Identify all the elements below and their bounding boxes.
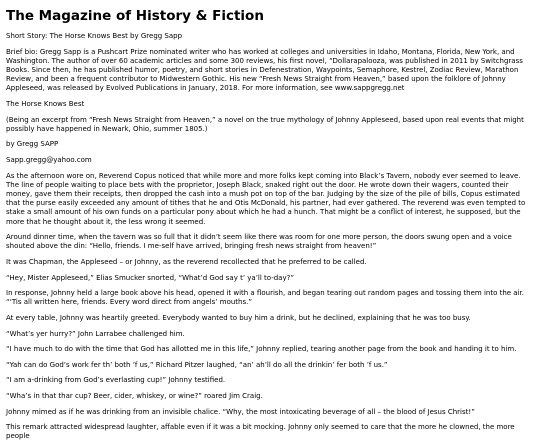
story-paragraph: “Yah can do God’s work fer th’ both ’f us,” Richard Pitzer laughed, “an’ ah’ll do all the drinkin’ fer both ’f us.” [6, 360, 388, 369]
story-paragraph: “What’s yer hurry?” John Larrabee challenged him. [6, 329, 185, 338]
short-story-line: Short Story: The Horse Knows Best by Gregg Sapp [6, 32, 183, 40]
story-paragraph: At every table, Johnny was heartily greeted. Everybody wanted to buy him a drink, but he declined, explaining that he was too busy. [6, 313, 471, 322]
story-paragraph: As the afternoon wore on, Reverend Copus noticed that while more and more folks kept coming into Black’s Tavern, nobody ever seemed to leave. The line of people waiting to place bets with the proprietor, Joseph Black, snaked right out the door. He wrote down their wagers, counted their money, gave them their receipts, then dropped the cash into a mush pot on top of the bar. Judging by the size of the pile of bills, Copus estimated that the purse easily exceeded any amount of tithes that he and Otis McDonald, his partner, had ever gathered. The reverend was even tempted to stake a small amount of his own funds on a particular pony about which he had a hunch. That might be a conflict of interest, he supposed, but the more that he thought about it, the less wrong it seemed. [6, 171, 526, 226]
story-paragraph: “I have much to do with the time that God has allotted me in this life,” Johnny replied, tearing another page from the book and handing it to him. [6, 345, 517, 354]
story-paragraph: It was Chapman, the Appleseed – or Johnny, as the reverend recollected that he preferred to be called. [6, 257, 367, 266]
excerpt-note: (Being an excerpt from “Fresh News Straight from Heaven,” a novel on the true mythology of Johnny Appleseed, based upon real events that might possibly have happened in Newark, Ohio, summer 1805.) [6, 115, 524, 133]
author-bio: Brief bio: Gregg Sapp is a Pushcart Prize nominated writer who has worked at colleges and universities in Idaho, Montana, Florida, New York, and Washington. The author of over 60 academic articles and some 300 reviews, his first novel, “Dollarapalooza, was published in 2011 by Switchgrass Books. Since then, he has published humor, poetry, and short stories in Defenestration, Waypoints, Semaphore, Kestrel, Zodiac Review, Marathon Review, and been a frequent contributor to Midwestern Gothic. His new “Fresh News Straight from Heaven,” based upon the folklore of Johnny Appleseed, was released by Evolved Publications in January, 2018. For more information, see www.sappgregg.net [6, 47, 523, 93]
story-paragraph: This remark attracted widespread laughter, affable even if it was a bit mocking. Johnny only seemed to care that the more he clowned, the more people [6, 423, 515, 441]
story-paragraph: “I am a-drinking from God’s everlasting cup!” Johnny testified. [6, 376, 226, 385]
story-paragraph: Around dinner time, when the tavern was so full that it didn’t seem like there was room for one more person, the doors swung open and a voice shouted above the din: “Hello, friends. I me-self have arrived, bringing fresh news straight from heaven!” [6, 233, 512, 251]
story-paragraph: Johnny mimed as if he was drinking from an invisible chalice. “Why, the most intoxicating beverage of all – the blood of Jesus Christ!” [6, 407, 475, 416]
story-paragraph: “Hey, Mister Appleseed,” Elias Smucker snorted, “What’d God say t’ ya’ll to-day?” [6, 273, 294, 282]
author-email: Sapp.gregg@yahoo.com [6, 155, 92, 164]
story-paragraph: “Wha’s in that thar cup? Beer, cider, whiskey, or wine?” roared Jim Craig. [6, 391, 263, 400]
story-title: The Horse Knows Best [6, 100, 85, 108]
byline: by Gregg SAPP [6, 140, 59, 149]
story-paragraph: In response, Johnny held a large book above his head, opened it with a flourish, and began tearing out random pages and tossing them into the air. “‘Tis all written here, friends. Every word direct from angels’ mouths.” [6, 289, 524, 307]
site-title: The Magazine of History & Fiction [6, 8, 264, 24]
